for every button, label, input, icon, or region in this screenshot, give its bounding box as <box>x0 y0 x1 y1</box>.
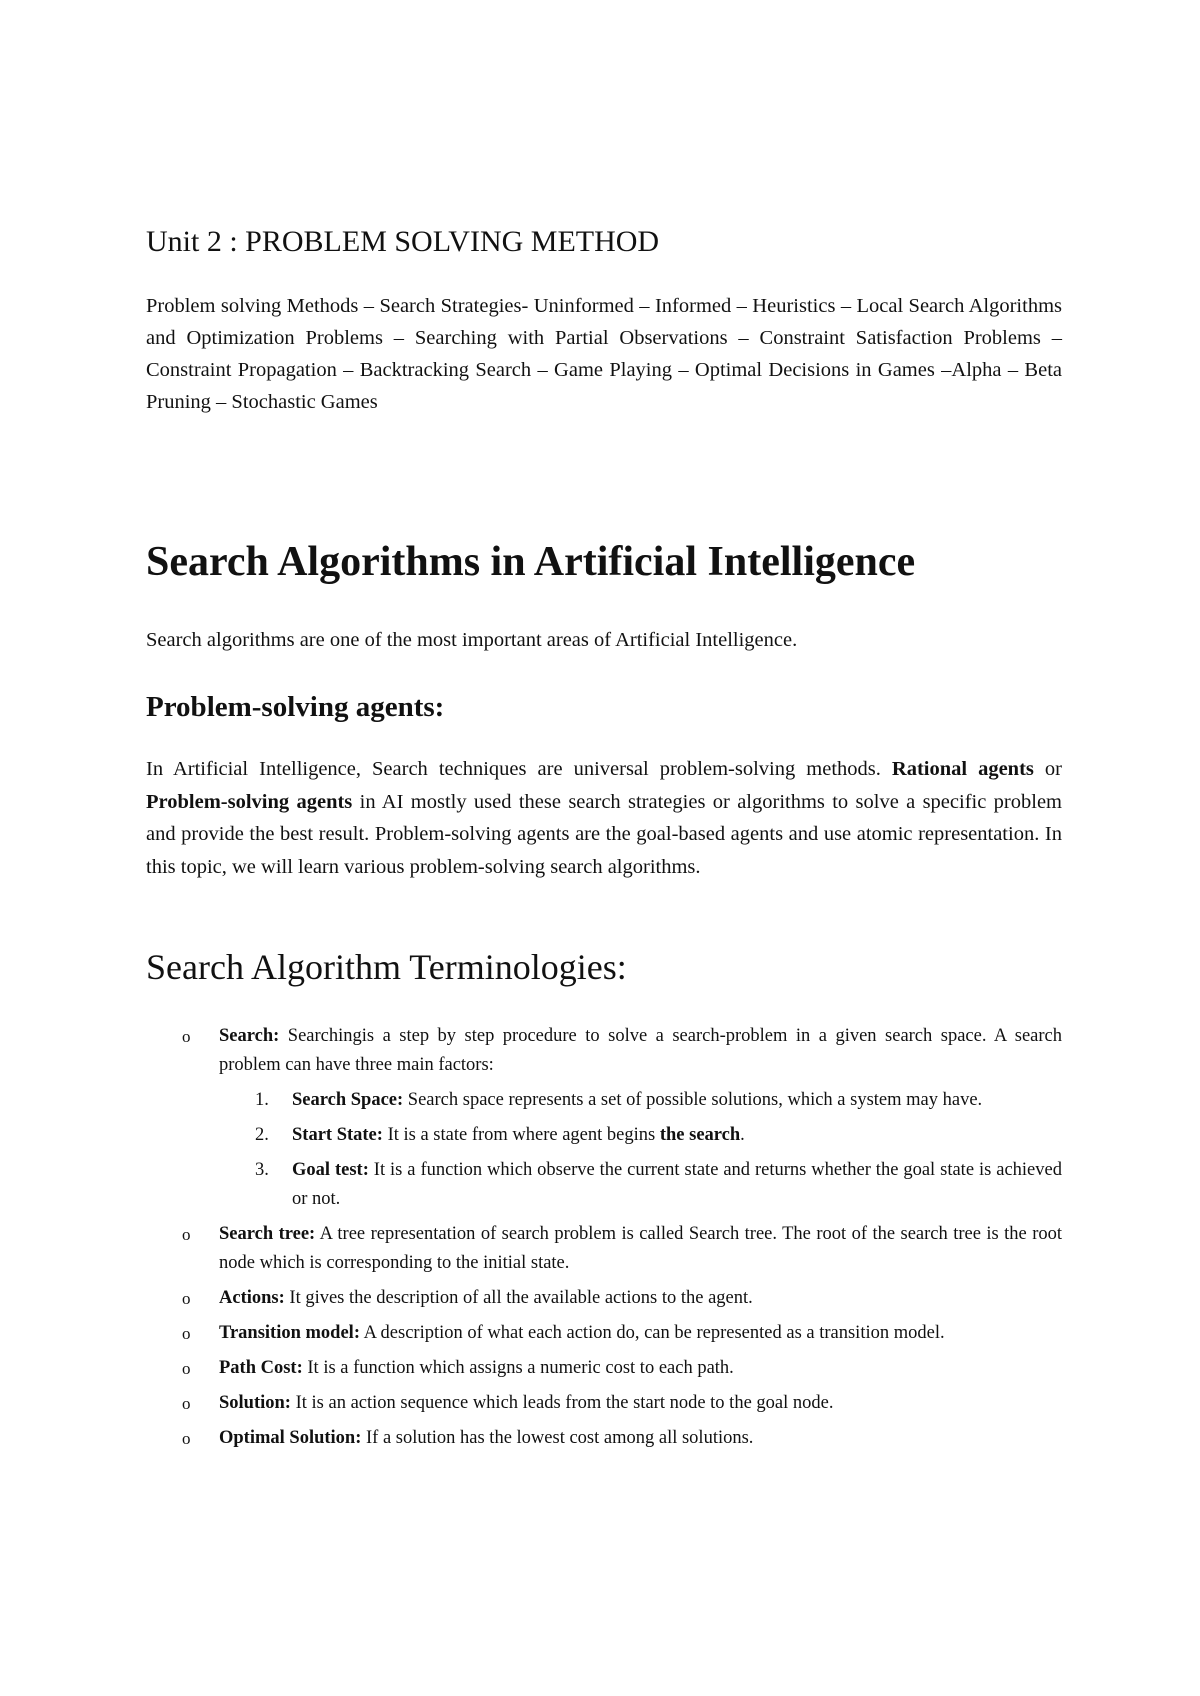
term-label: Search: <box>219 1026 280 1046</box>
rational-agents-term: Rational agents <box>891 758 1034 780</box>
term-label: Optimal Solution: <box>219 1428 362 1448</box>
bullet-icon: o <box>182 1225 191 1244</box>
term-text: It is a function which assigns a numeric cost to each path. <box>302 1358 734 1378</box>
term-label: Transition model: <box>219 1323 360 1343</box>
term-text: Search space represents a set of possible solutions, which a system may have. <box>403 1090 983 1110</box>
syllabus-paragraph: Problem solving Methods – Search Strategies- Uninformed – Informed – Heuristics – Local Search Algorithms and Optimization Problems – Searching with Partial Observations – Constraint Satisfaction Problems – Constraint Propagation – Backtracking Search – Game Playing – Optimal Decisions in Games –Alpha – Beta Pruning – Stochastic Games <box>146 295 1062 413</box>
list-item-search-space <box>219 1086 1062 1115</box>
agents-text-3: in AI mostly used these search strategies or algorithms to solve a specific problem and provide the best result. Problem-solving agents are the goal-based agents and use atomic representation. In this topic, we will learn various problem-solving search algorithms. <box>146 790 1062 878</box>
bullet-icon: o <box>182 1324 191 1343</box>
problem-solving-agents-term: Problem-solving agents <box>146 790 353 813</box>
term-label: Path Cost: <box>219 1358 303 1378</box>
term-label: Start State: <box>292 1125 383 1145</box>
agents-text-2: or <box>1033 758 1063 780</box>
list-item-actions <box>146 1284 1062 1313</box>
list-number: 3. <box>255 1160 269 1180</box>
list-item-solution <box>146 1389 1062 1418</box>
list-item-optimal-solution <box>146 1424 1062 1453</box>
term-label: Solution: <box>219 1393 291 1413</box>
term-text: If a solution has the lowest cost among all solutions. <box>361 1428 754 1448</box>
bullet-icon: o <box>182 1394 191 1413</box>
term-text: A description of what each action do, can be represented as a transition model. <box>359 1323 945 1343</box>
main-heading: Search Algorithms in Artificial Intelligence <box>146 539 916 585</box>
bullet-icon: o <box>182 1027 191 1046</box>
intro-paragraph: Search algorithms are one of the most important areas of Artificial Intelligence. <box>146 629 798 651</box>
term-tail: . <box>740 1125 745 1145</box>
list-item-path-cost <box>146 1354 1062 1383</box>
term-label: Goal test: <box>292 1160 369 1180</box>
term-label: Search Space: <box>292 1090 404 1110</box>
list-number: 1. <box>255 1090 269 1110</box>
term-text: It is an action sequence which leads from the start node to the goal node. <box>290 1393 834 1413</box>
unit-title: Unit 2 : PROBLEM SOLVING METHOD <box>146 225 660 258</box>
list-item-goal-test <box>219 1156 1062 1214</box>
term-label: Actions: <box>219 1288 285 1308</box>
bullet-icon: o <box>182 1289 191 1308</box>
list-item-transition-model <box>146 1319 1062 1348</box>
bullet-icon: o <box>182 1429 191 1448</box>
term-text: It is a function which observe the current state and returns whether the goal state is achieved or not. <box>292 1160 1062 1209</box>
term-text: A tree representation of search problem is called Search tree. The root of the search tree is the root node which is corresponding to the initial state. <box>219 1224 1063 1273</box>
terminologies-list <box>146 1022 1062 1459</box>
term-text: It gives the description of all the available actions to the agent. <box>284 1288 753 1308</box>
term-text: It is a state from where agent begins <box>382 1125 660 1145</box>
agents-text-1: In Artificial Intelligence, Search techniques are universal problem-solving methods. <box>146 758 892 780</box>
agents-paragraph <box>146 753 1062 883</box>
term-label: Search tree: <box>219 1224 316 1244</box>
term-text: Searchingis a step by step procedure to solve a search-problem in a given search space. A search problem can have three main factors: <box>219 1026 1062 1075</box>
terminologies-heading: Search Algorithm Terminologies: <box>146 947 627 987</box>
list-item-search <box>146 1022 1062 1214</box>
term-emphasis: the search <box>659 1125 741 1145</box>
agents-heading: Problem-solving agents: <box>146 691 445 723</box>
bullet-icon: o <box>182 1359 191 1378</box>
list-item-start-state <box>219 1121 1062 1150</box>
search-factors-list <box>219 1086 1062 1214</box>
list-item-search-tree <box>146 1220 1062 1278</box>
list-number: 2. <box>255 1125 269 1145</box>
